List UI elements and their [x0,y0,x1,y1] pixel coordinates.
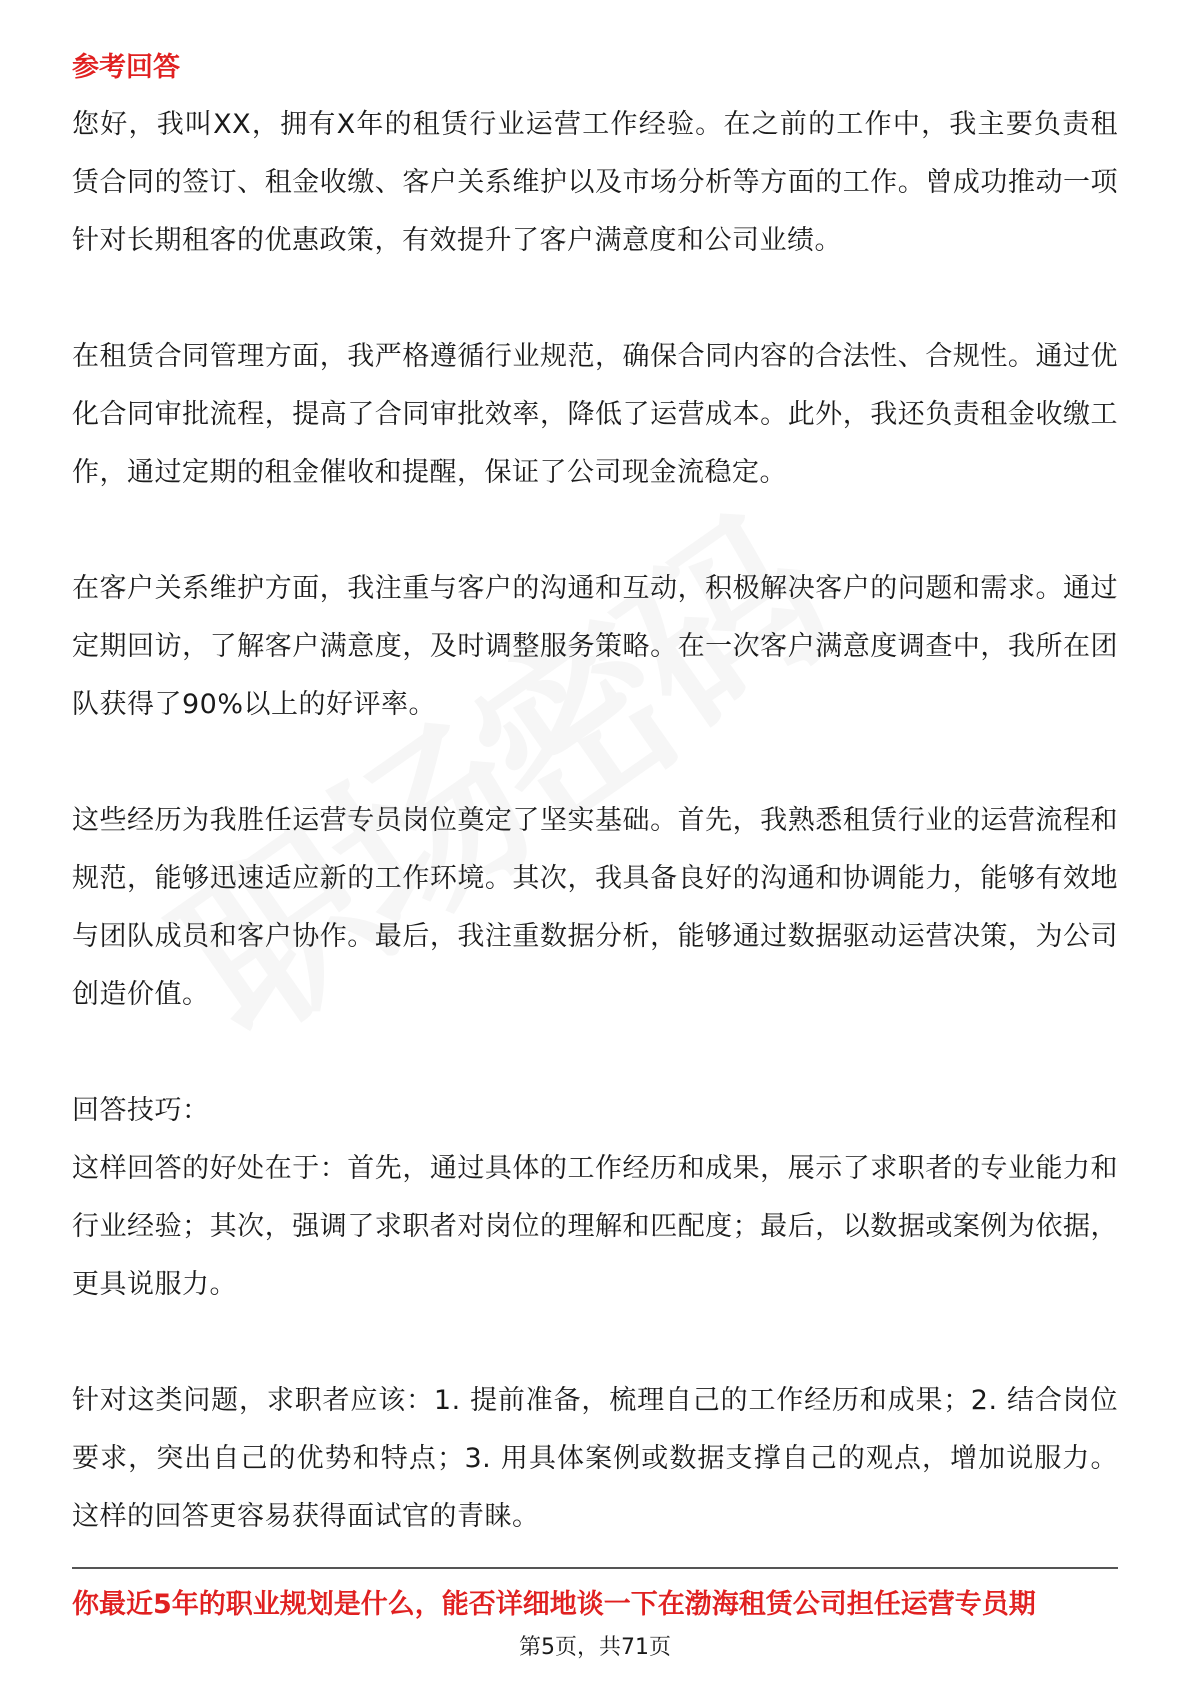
answer-paragraph-2: 在租赁合同管理方面，我严格遵循行业规范，确保合同内容的合法性、合规性。通过优化合同审批流程，提高了合同审批效率，降低了运营成本。此外，我还负责租金收缴工作，通过定期的租金催收和提醒，保证了公司现金流稳定。 [72,341,1118,488]
tips-paragraph-2: 针对这类问题，求职者应该：1. 提前准备，梳理自己的工作经历和成果；2. 结合岗位要求，突出自己的优势和特点；3. 用具体案例或数据支撑自己的观点，增加说服力。这样的回答更容易获得面试官的青睐。 [72,1385,1118,1532]
divider [72,1567,1118,1569]
document-body [72,48,1118,1546]
answer-paragraph-1: 您好，我叫XX，拥有X年的租赁行业运营工作经验。在之前的工作中，我主要负责租赁合同的签订、租金收缴、客户关系维护以及市场分析等方面的工作。曾成功推动一项针对长期租客的优惠政策，有效提升了客户满意度和公司业绩。 [72,109,1118,256]
section-title: 参考回答 [72,52,180,83]
tips-heading: 回答技巧： [72,1095,210,1126]
tips-paragraph-1: 这样回答的好处在于：首先，通过具体的工作经历和成果，展示了求职者的专业能力和行业经验；其次，强调了求职者对岗位的理解和匹配度；最后，以数据或案例为依据，更具说服力。 [72,1153,1118,1300]
page-number: 第5页，共71页 [519,1635,671,1660]
next-question-heading: 你最近5年的职业规划是什么，能否详细地谈一下在渤海租赁公司担任运营专员期 [72,1589,1036,1620]
answer-paragraph-4: 这些经历为我胜任运营专员岗位奠定了坚实基础。首先，我熟悉租赁行业的运营流程和规范，能够迅速适应新的工作环境。其次，我具备良好的沟通和协调能力，能够有效地与团队成员和客户协作。最后，我注重数据分析，能够通过数据驱动运营决策，为公司创造价值。 [72,805,1118,1010]
answer-paragraph-3: 在客户关系维护方面，我注重与客户的沟通和互动，积极解决客户的问题和需求。通过定期回访，了解客户满意度，及时调整服务策略。在一次客户满意度调查中，我所在团队获得了90%以上的好评率。 [72,573,1118,720]
